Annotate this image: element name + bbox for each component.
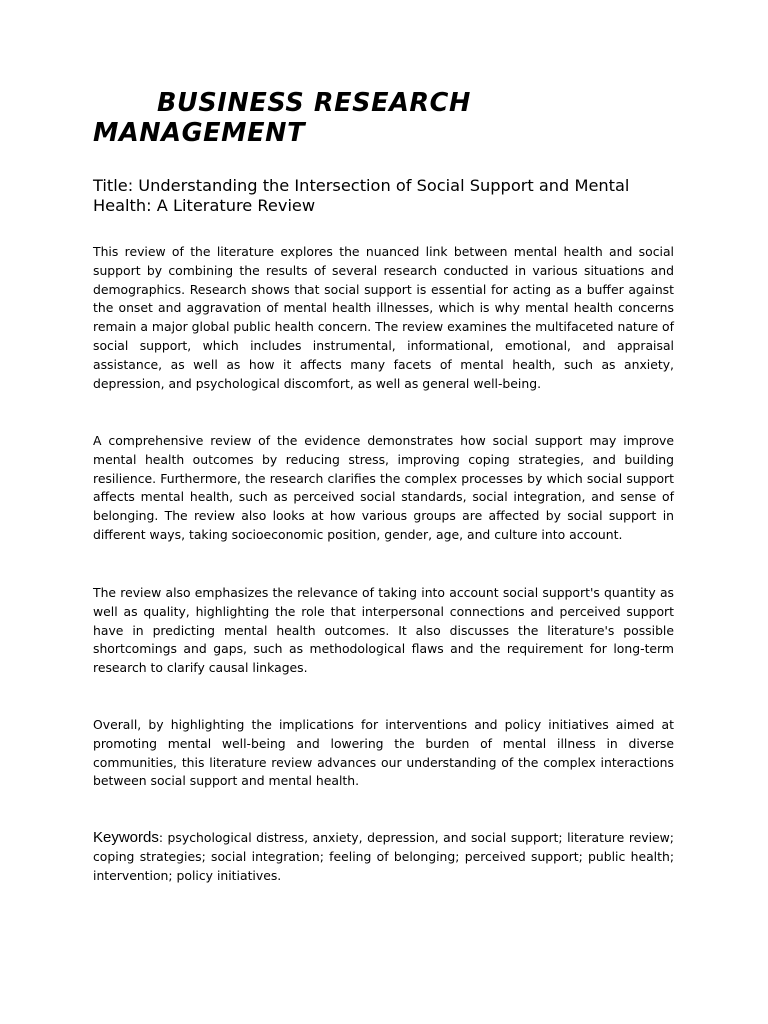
abstract-paragraph-3: The review also emphasizes the relevance of taking into account social support's quantity as well as quality, highlighting the role that interpersonal connections and perceived support have in predicting mental health outcomes. It also discusses the literature's possible shortcomings and gaps, such as methodological flaws and the requirement for long-term research to clarify causal linkages.: [93, 585, 674, 676]
document-heading: [93, 88, 693, 148]
keywords-text: : psychological distress, anxiety, depression, and social support; literature review; coping strategies; social integration; feeling of belonging; perceived support; public health; intervention; policy initiatives.: [93, 830, 674, 883]
heading-line-1: BUSINESS RESEARCH: [157, 88, 471, 118]
keywords-label: Keywords: [93, 829, 159, 846]
document-title: Title: Understanding the Intersection of Social Support and Mental Health: A Literature Review: [93, 176, 630, 215]
heading-line-2: MANAGEMENT: [93, 118, 306, 148]
keywords-paragraph: [93, 829, 674, 885]
abstract-paragraph-2: A comprehensive review of the evidence demonstrates how social support may improve mental health outcomes by reducing stress, improving coping strategies, and building resilience. Furthermore, the research clarifies the complex processes by which social support affects mental health, such as perceived social standards, social integration, and sense of belonging. The review also looks at how various groups are affected by social support in different ways, taking socioeconomic position, gender, age, and culture into account.: [93, 433, 674, 542]
abstract-paragraph-1: This review of the literature explores the nuanced link between mental health and social support by combining the results of several research conducted in various situations and demographics. Research shows that social support is essential for acting as a buffer against the onset and aggravation of mental health illnesses, which is why mental health concerns remain a major global public health concern. The review examines the multifaceted nature of social support, which includes instrumental, informational, emotional, and appraisal assistance, as well as how it affects many facets of mental health, such as anxiety, depression, and psychological discomfort, as well as general well-being.: [93, 244, 674, 391]
abstract-paragraph-4: Overall, by highlighting the implications for interventions and policy initiatives aimed at promoting mental well-being and lowering the burden of mental illness in diverse communities, this literature review advances our understanding of the complex interactions between social support and mental health.: [93, 717, 674, 789]
